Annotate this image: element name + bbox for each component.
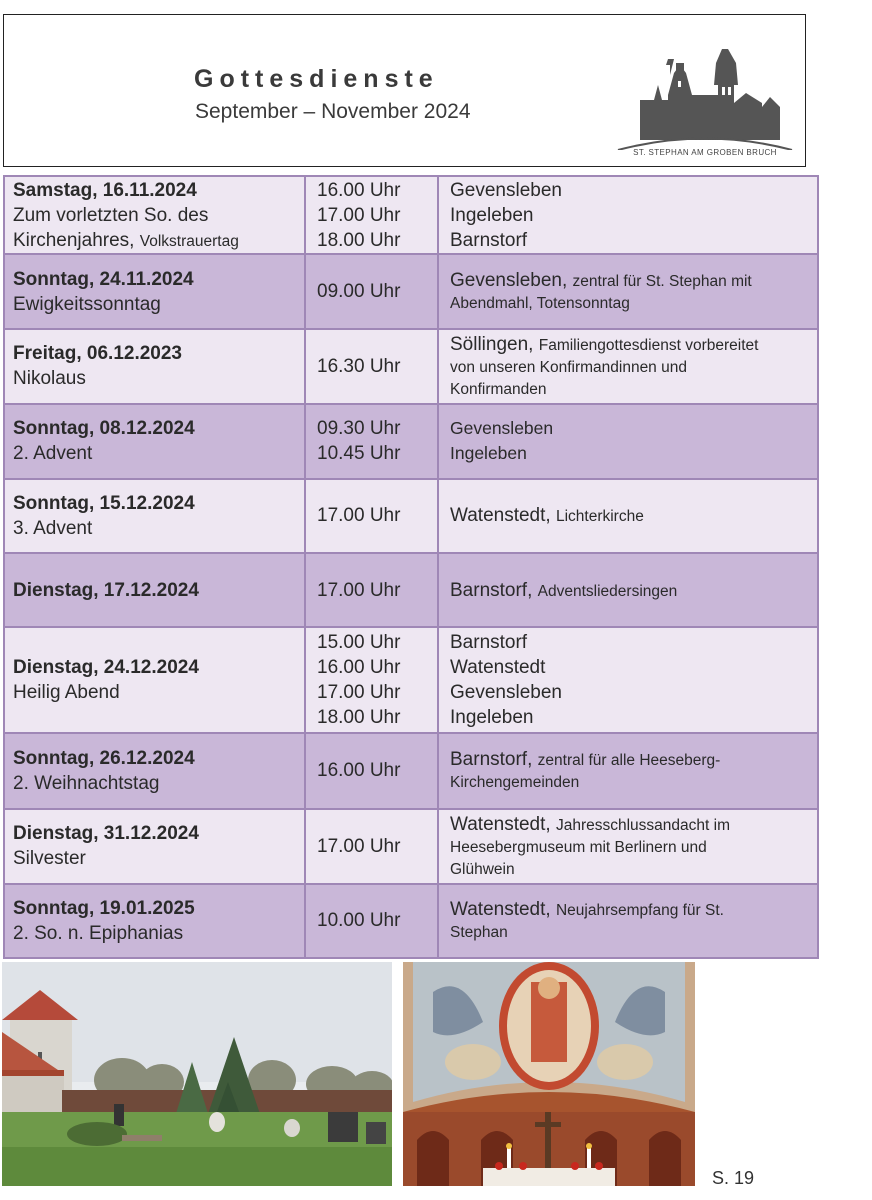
- service-time: 15.00 Uhr: [317, 632, 401, 654]
- service-occasion: Zum vorletzten So. des: [13, 204, 209, 226]
- service-note: von unseren Konfirmandinnen und: [450, 358, 687, 376]
- table-row: [4, 884, 818, 958]
- service-note: zentral für alle Heeseberg-: [537, 752, 721, 770]
- service-place: Gevensleben,: [450, 270, 568, 292]
- service-place: Ingeleben: [450, 443, 527, 464]
- service-occasion: Kirchenjahres,: [13, 229, 135, 251]
- date-cell: [4, 254, 305, 329]
- service-occasion-note: Volkstrauertag: [139, 232, 239, 250]
- service-day: Sonntag, 26.12.2024: [13, 747, 195, 769]
- date-cell: [4, 733, 305, 808]
- service-place: Gevensleben: [450, 682, 562, 704]
- service-note: Stephan: [450, 924, 508, 942]
- church-cemetery-photo: [2, 962, 392, 1186]
- service-occasion: 2. So. n. Epiphanias: [13, 922, 184, 944]
- service-time: 16.30 Uhr: [317, 355, 401, 377]
- service-day: Sonntag, 19.01.2025: [13, 897, 195, 919]
- service-place: Watenstedt,: [450, 505, 551, 527]
- service-place: Söllingen,: [450, 333, 534, 355]
- service-time: 16.00 Uhr: [317, 760, 401, 782]
- logo-caption: ST. STEPHAN AM GROBEN BRUCH: [633, 148, 777, 157]
- place-cell: [438, 404, 818, 479]
- date-cell: [4, 329, 305, 403]
- place-cell: [438, 627, 818, 733]
- service-note: zentral für St. Stephan mit: [572, 273, 752, 291]
- church-logo: [610, 45, 800, 170]
- service-time: 18.00 Uhr: [317, 707, 401, 729]
- service-day: Sonntag, 24.11.2024: [13, 268, 194, 290]
- place-cell: [438, 254, 818, 329]
- page-title: Gottesdienste: [194, 65, 439, 93]
- service-time: 17.00 Uhr: [317, 682, 401, 704]
- time-cell: [305, 733, 438, 808]
- table-row: [4, 479, 818, 553]
- place-cell: [438, 176, 818, 254]
- page-number: S. 19: [712, 1168, 755, 1188]
- service-place: Barnstorf,: [450, 579, 533, 601]
- service-occasion: Silvester: [13, 848, 86, 870]
- table-row: [4, 733, 818, 808]
- date-cell: [4, 176, 305, 254]
- place-cell: [438, 884, 818, 958]
- place-cell: [438, 553, 818, 627]
- service-note: Lichterkirche: [555, 508, 644, 526]
- service-place: Barnstorf,: [450, 749, 533, 771]
- place-cell: [438, 329, 818, 403]
- date-cell: [4, 553, 305, 627]
- service-time: 09.30 Uhr: [317, 418, 401, 440]
- time-cell: [305, 329, 438, 403]
- service-place: Gevensleben: [450, 179, 562, 201]
- service-day: Freitag, 06.12.2023: [13, 343, 182, 365]
- header-box: [3, 14, 806, 167]
- service-note: Abendmahl, Totensonntag: [450, 295, 630, 313]
- time-cell: [305, 884, 438, 958]
- service-note: Kirchengemeinden: [450, 774, 580, 792]
- date-cell: [4, 479, 305, 553]
- service-time: 09.00 Uhr: [317, 281, 401, 303]
- table-row: [4, 553, 818, 627]
- service-time: 16.00 Uhr: [317, 179, 401, 201]
- service-occasion: Heilig Abend: [13, 682, 120, 704]
- service-time: 10.00 Uhr: [317, 910, 401, 932]
- service-occasion: Ewigkeitssonntag: [13, 293, 161, 315]
- service-time: 17.00 Uhr: [317, 204, 401, 226]
- time-cell: [305, 809, 438, 884]
- table-row: [4, 254, 818, 329]
- service-place: Gevensleben: [450, 418, 554, 439]
- service-time: 17.00 Uhr: [317, 835, 401, 857]
- time-cell: [305, 627, 438, 733]
- service-time: 10.45 Uhr: [317, 443, 401, 465]
- service-time: 16.00 Uhr: [317, 657, 401, 679]
- service-place: Watenstedt,: [450, 813, 551, 835]
- service-note: Adventsliedersingen: [537, 582, 678, 600]
- date-cell: [4, 404, 305, 479]
- service-occasion: 3. Advent: [13, 517, 93, 539]
- page-subtitle: September – November 2024: [195, 100, 471, 123]
- service-time: 18.00 Uhr: [317, 229, 401, 251]
- time-cell: [305, 176, 438, 254]
- service-place: Ingeleben: [450, 707, 534, 729]
- service-note: Jahresschlussandacht im: [555, 816, 730, 834]
- time-cell: [305, 254, 438, 329]
- table-row: [4, 627, 818, 733]
- service-day: Sonntag, 08.12.2024: [13, 418, 195, 440]
- place-cell: [438, 809, 818, 884]
- date-cell: [4, 627, 305, 733]
- service-occasion: Nikolaus: [13, 368, 86, 390]
- service-day: Dienstag, 17.12.2024: [13, 579, 199, 601]
- table-row: [4, 176, 818, 254]
- time-cell: [305, 479, 438, 553]
- service-day: Sonntag, 15.12.2024: [13, 492, 195, 514]
- service-note: Konfirmanden: [450, 380, 547, 398]
- service-occasion: 2. Weihnachtstag: [13, 772, 160, 794]
- service-place: Watenstedt,: [450, 899, 551, 921]
- service-note: Heesebergmuseum mit Berlinern und: [450, 838, 707, 856]
- service-place: Watenstedt: [450, 657, 546, 679]
- date-cell: [4, 809, 305, 884]
- service-note: Neujahrsempfang für St.: [555, 902, 724, 920]
- time-cell: [305, 404, 438, 479]
- service-day: Samstag, 16.11.2024: [13, 179, 197, 201]
- service-place: Barnstorf: [450, 229, 528, 251]
- service-time: 17.00 Uhr: [317, 579, 401, 601]
- table-row: [4, 809, 818, 884]
- services-table: [3, 175, 819, 959]
- service-note: Glühwein: [450, 860, 515, 878]
- church-silhouette-icon: [610, 45, 800, 150]
- date-cell: [4, 884, 305, 958]
- service-day: Dienstag, 31.12.2024: [13, 823, 199, 845]
- service-place: Ingeleben: [450, 204, 534, 226]
- table-row: [4, 404, 818, 479]
- time-cell: [305, 553, 438, 627]
- apse-fresco-photo: [403, 962, 695, 1186]
- place-cell: [438, 733, 818, 808]
- service-occasion: 2. Advent: [13, 443, 93, 465]
- table-row: [4, 329, 818, 403]
- service-time: 17.00 Uhr: [317, 505, 401, 527]
- service-place: Barnstorf: [450, 632, 528, 654]
- place-cell: [438, 479, 818, 553]
- service-day: Dienstag, 24.12.2024: [13, 657, 199, 679]
- service-note: Familiengottesdienst vorbereitet: [538, 336, 759, 354]
